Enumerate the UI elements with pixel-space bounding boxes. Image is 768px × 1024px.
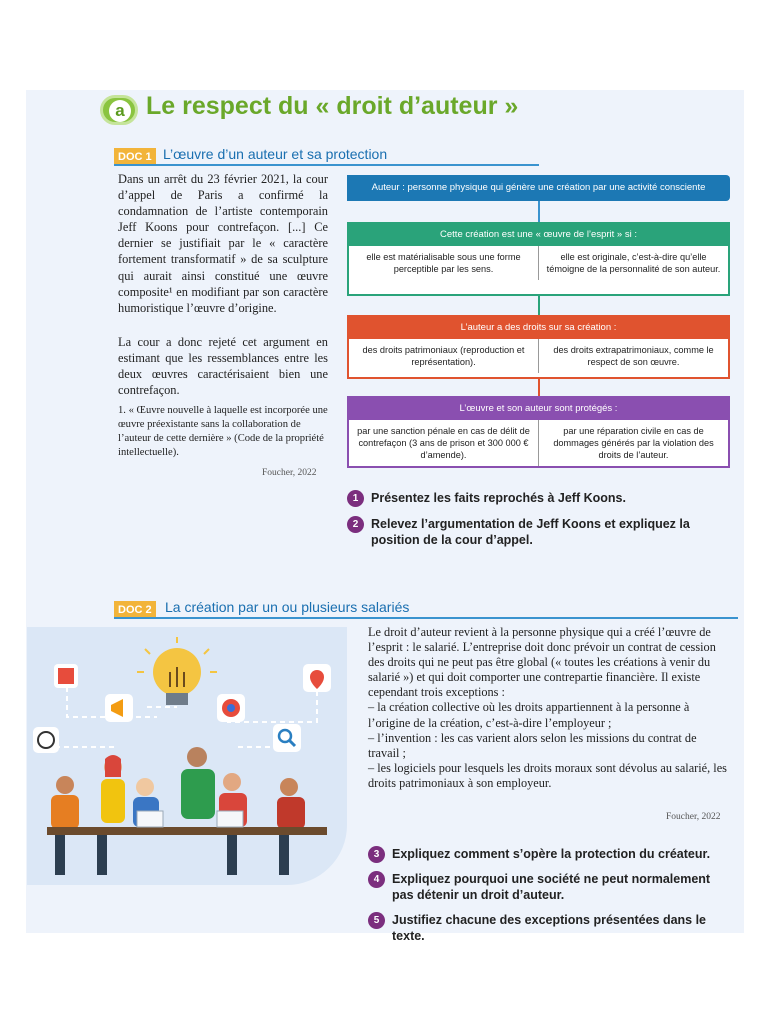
diagram-connector	[538, 379, 540, 397]
doc1-source: Foucher, 2022	[262, 468, 317, 478]
diagram-box-protection	[347, 396, 730, 468]
doc1-tag: DOC 1	[114, 148, 156, 166]
calculator-icon	[54, 664, 78, 688]
diagram-top-bar: Auteur : personne physique qui génère une création par une activité consciente	[347, 175, 730, 201]
doc2-rule	[114, 617, 738, 619]
megaphone-icon	[105, 694, 133, 722]
stopwatch-icon	[33, 727, 59, 753]
doc2-text	[368, 625, 730, 791]
target-icon	[217, 694, 245, 722]
question-text: Expliquez pourquoi une société ne peut normalement pas détenir un droit d’auteur.	[392, 872, 711, 902]
team-illustration-svg	[27, 627, 347, 885]
diagram-box-droits-left: des droits patrimoniaux (reproduction et représentation).	[349, 339, 539, 373]
diagram-box-droits	[347, 315, 730, 379]
team-illustration	[27, 627, 347, 885]
question-number: 2	[347, 516, 364, 533]
question-number: 5	[368, 912, 385, 929]
doc1-rule	[114, 164, 539, 166]
question-number: 3	[368, 846, 385, 863]
doc2-source: Foucher, 2022	[666, 812, 721, 822]
question-number: 1	[347, 490, 364, 507]
diagram-box-protection-left: par une sanction pénale en cas de délit de contrefaçon (3 ans de prison et 300 000 € d’amende).	[349, 420, 539, 466]
doc2-exception-1: – la création collective où les droits appartiennent à la personne à l’origine de la création, c’est-à-dire l’employeur ;	[368, 700, 690, 730]
doc2-tag: DOC 2	[114, 601, 156, 619]
table	[47, 827, 327, 835]
question-number: 4	[368, 871, 385, 888]
doc1-paragraph-2: La cour a donc rejeté cet argument en estimant que les ressemblances entre les deux œuvres caractérisaient bien une contrefaçon.	[118, 335, 328, 398]
diagram-box-oeuvre-right: elle est originale, c’est-à-dire qu’elle témoigne de la personnalité de son auteur.	[546, 252, 721, 274]
doc1-paragraph-1: Dans un arrêt du 23 février 2021, la cour d’appel de Paris a confirmé la condamnation de l’artiste contemporain Jeff Koons pour contrefaçon. [...] Ce dernier se justifiait par le « caractère fortement transformatif » de sa sculpture qui aurait ainsi constitué une œuvre composite¹ en modifiant par son caractère humoristique l’œuvre d’origine.	[118, 172, 328, 315]
people-group	[51, 747, 305, 829]
location-pin-icon	[303, 664, 331, 692]
question-text: Expliquez comment s’opère la protection du créateur.	[392, 847, 711, 861]
diagram-box-oeuvre-left: elle est matérialisable sous une forme perceptible par les sens.	[349, 246, 539, 280]
doc2-exception-2: – l’invention : les cas varient alors selon les missions du contrat de travail ;	[368, 730, 697, 760]
section-letter: a	[109, 100, 131, 122]
lightbulb-icon	[137, 637, 217, 705]
doc1-footnote: 1. « Œuvre nouvelle à laquelle est incorporée une œuvre préexistante sans la collaboration de l’auteur de cette dernière » (Code de la propriété intellectuelle).	[118, 405, 328, 458]
doc2-paragraph: Le droit d’auteur revient à la personne physique qui a créé l’œuvre de l’esprit : le salarié. L’entreprise doit donc prévoir un contrat de cession des droits qui ne peut pas être global (« toutes les créations à venir du salarié ») et qui doit comporter une contrepartie financière. Il existe cependant trois exceptions :	[368, 625, 716, 700]
doc2-exception-3: – les logiciels pour lesquels les droits moraux sont dévolus au salarié, les droits patrimoniaux à son employeur.	[368, 760, 727, 790]
doc2-title: La création par un ou plusieurs salariés	[165, 599, 410, 615]
question-text: Relevez l’argumentation de Jeff Koons et expliquez la position de la cour d’appel.	[371, 517, 690, 547]
question-text: Présentez les faits reprochés à Jeff Koons.	[371, 491, 626, 505]
diagram-box-oeuvre	[347, 222, 730, 296]
diagram-box-droits-head: L’auteur a des droits sur sa création :	[349, 317, 728, 339]
magnifier-icon	[273, 724, 301, 752]
section-letter-badge	[100, 95, 138, 125]
diagram-connector	[538, 201, 540, 223]
diagram-connector	[538, 296, 540, 316]
diagram-box-protection-right: par une réparation civile en cas de dommages générés par la violation des droits de l’auteur.	[553, 426, 714, 460]
diagram-box-oeuvre-head: Cette création est une « œuvre de l’esprit » si :	[349, 224, 728, 246]
doc1-title: L’œuvre d’un auteur et sa protection	[163, 146, 388, 162]
page-title: Le respect du « droit d’auteur »	[146, 92, 519, 120]
diagram-box-droits-right: des droits extrapatrimoniaux, comme le respect de son œuvre.	[553, 345, 714, 367]
question-text: Justifiez chacune des exceptions présentées dans le texte.	[392, 913, 707, 943]
diagram-box-protection-head: L’œuvre et son auteur sont protégés :	[349, 398, 728, 420]
